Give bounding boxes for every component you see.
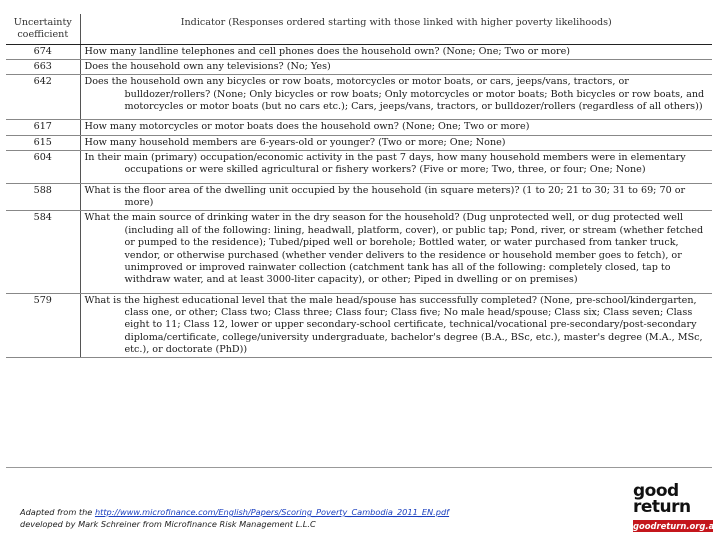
coefficient-cell: 604: [6, 151, 80, 184]
indicator-cell: What is the highest educational level that the male head/spouse has successfully completed? (None, pre-school/kindergarten, class one, or other; Class two; Class three; Class four; Class five; No male head/spouse; Class six; Class seven; Class eight to 11; Class 12, lower or upper secondary-school certificate, technical/vocational pre-secondary/post-secondary diploma/certificate, college/university undergraduate, bachelor's degree (B.A., BSc, etc.), master's degree (M.A., MSc, etc.), or doctorate (PhD)): [80, 293, 712, 358]
table-row: [6, 293, 712, 358]
indicator-cell: Does the household own any televisions? (No; Yes): [80, 60, 712, 75]
header-uncertainty-coefficient: Uncertainty coefficient: [6, 14, 80, 44]
coefficient-cell: 579: [6, 293, 80, 358]
indicator-cell: In their main (primary) occupation/economic activity in the past 7 days, how many household members were in elementary occupations or were skilled agricultural or fishery workers? (Five or more; Two, three, or four; One; None): [80, 151, 712, 184]
logo-url-banner: goodreturn.org.au: [633, 521, 720, 531]
source-line-2: developed by Mark Schreiner from Microfinance Risk Management L.L.C: [20, 518, 316, 529]
source-line-1: [20, 507, 449, 519]
table-row: [6, 44, 712, 59]
coefficient-cell: 584: [6, 211, 80, 293]
coefficient-cell: 674: [6, 44, 80, 59]
indicator-cell: What the main source of drinking water in the dry season for the household? (Dug unprotected well, or dug protected well (including all of the following: lining, headwall, platform, cover), or public tap; Pond, river, or stream (whether fetched or pumped to the residence); Tubed/piped well or borehole; Bottled water, or water purchased from tanker truck, vendor, or otherwise purchased (whether vender delivers to the residence or household member goes to fetch), or unimproved or improved rainwater collection (catchment tank has all of the following: completely closed, tap to withdraw water, and at least 3000-liter capacity), or other; Piped in dwelling or on premises): [80, 211, 712, 293]
coefficient-cell: 642: [6, 75, 80, 120]
table-row: [6, 120, 712, 135]
indicator-cell: What is the floor area of the dwelling unit occupied by the household (in square meters)? (1 to 20; 21 to 30; 31 to 69; 70 or more): [80, 183, 712, 211]
source-prefix: Adapted from the: [20, 507, 95, 517]
table-row: [6, 183, 712, 211]
goodreturn-logo: [630, 481, 720, 534]
table-row: [6, 75, 712, 120]
indicator-cell: How many household members are 6-years-old or younger? (Two or more; One; None): [80, 135, 712, 150]
indicator-table-container: [6, 14, 712, 468]
source-note: [20, 507, 449, 530]
table-row: [6, 151, 712, 184]
indicator-cell: How many landline telephones and cell phones does the household own? (None; One; Two or more): [80, 44, 712, 59]
table-row: [6, 211, 712, 293]
logo-word-return: return: [633, 497, 691, 517]
coefficient-cell: 663: [6, 60, 80, 75]
header-indicator: Indicator (Responses ordered starting with those linked with higher poverty likelihoods): [80, 14, 712, 44]
coefficient-cell: 615: [6, 135, 80, 150]
table-header-row: [6, 14, 712, 44]
coefficient-cell: 617: [6, 120, 80, 135]
table-row: [6, 60, 712, 75]
indicator-table: [6, 14, 712, 358]
table-row: [6, 135, 712, 150]
indicator-cell: Does the household own any bicycles or row boats, motorcycles or motor boats, or cars, jeeps/vans, tractors, or bulldozer/rollers? (None; Only bicycles or row boats; Only motorcycles or motor boats; Both bicycles or row boats, and motorcycles or motor boats (but no cars etc.); Cars, jeeps/vans, tractors, or bulldozer/rollers (regardless of all others)): [80, 75, 712, 120]
source-link[interactable]: http://www.microfinance.com/English/Papers/Scoring_Poverty_Cambodia_2011_EN.pdf: [94, 507, 450, 517]
logo-word-good: good: [633, 481, 679, 501]
indicator-cell: How many motorcycles or motor boats does the household own? (None; One; Two or more): [80, 120, 712, 135]
coefficient-cell: 588: [6, 183, 80, 211]
